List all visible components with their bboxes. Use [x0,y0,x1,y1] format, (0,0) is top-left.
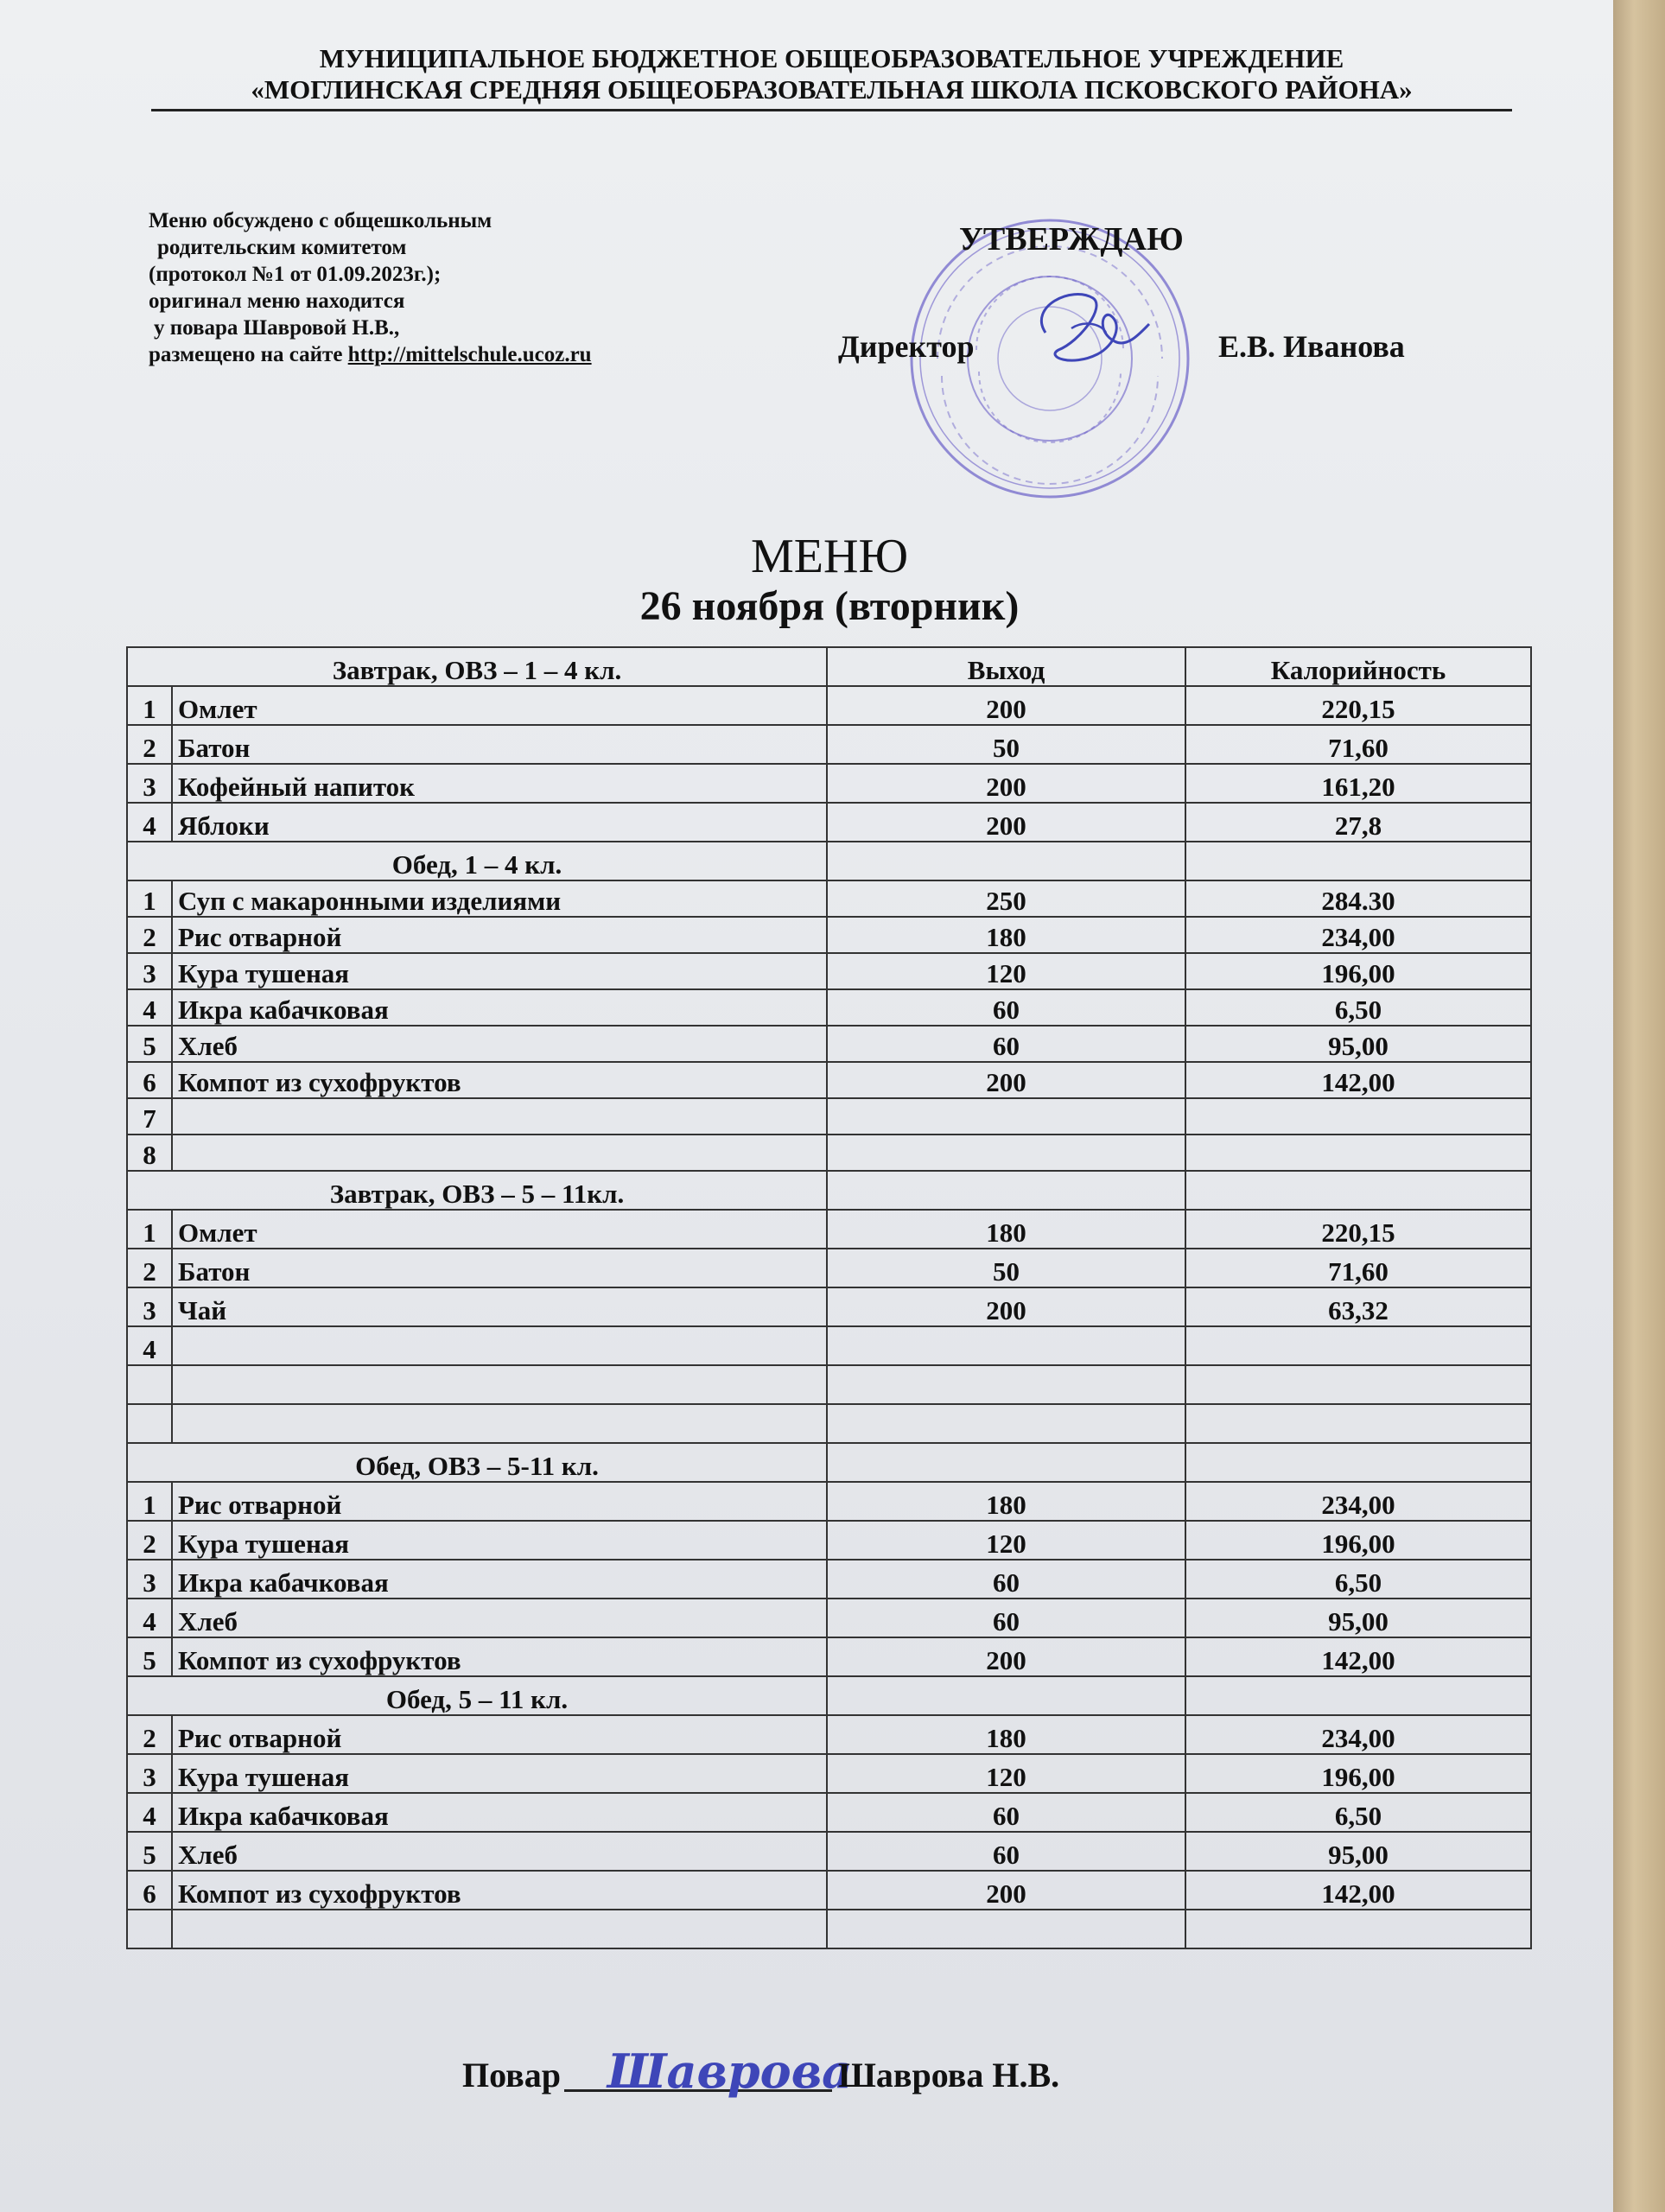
section-title: Завтрак, ОВЗ – 1 – 4 кл. [127,647,827,686]
dish-output: 200 [827,1062,1185,1098]
table-row [127,1249,1531,1287]
table-row [127,880,1531,917]
dish-output: 120 [827,1754,1185,1793]
header-output: Выход [827,647,1185,686]
item-number: 2 [127,1715,172,1754]
item-number: 4 [127,1599,172,1637]
dish-calories: 71,60 [1185,725,1531,764]
item-number: 4 [127,1793,172,1832]
menu-title: МЕНЮ [751,530,908,583]
dish-name: Икра кабачковая [172,1793,827,1832]
dish-calories: 196,00 [1185,953,1531,989]
table-surface [1613,0,1665,2212]
note-line-1: Меню обсуждено с общешкольным [149,209,493,232]
item-number: 4 [127,803,172,842]
empty-cell [827,1171,1185,1210]
header-calories: Калорийность [1185,647,1531,686]
table-row [127,1715,1531,1754]
dish-calories [1185,1365,1531,1404]
dish-calories: 220,15 [1185,1210,1531,1249]
item-number: 3 [127,1560,172,1599]
table-row [127,1287,1531,1326]
dish-name: Кура тушеная [172,1521,827,1560]
item-number: 6 [127,1871,172,1910]
dish-calories: 95,00 [1185,1832,1531,1871]
menu-table [126,646,1532,1949]
table-row [127,1326,1531,1365]
empty-cell [1185,1443,1531,1482]
menu-table-body [127,647,1531,1948]
dish-calories: 161,20 [1185,764,1531,803]
dish-name: Хлеб [172,1026,827,1062]
dish-output: 180 [827,917,1185,953]
dish-output: 200 [827,686,1185,725]
dish-calories: 220,15 [1185,686,1531,725]
dish-calories: 142,00 [1185,1062,1531,1098]
dish-output: 180 [827,1482,1185,1521]
table-row [127,917,1531,953]
dish-calories: 234,00 [1185,1715,1531,1754]
dish-output: 200 [827,764,1185,803]
dish-calories [1185,1910,1531,1948]
table-row [127,1210,1531,1249]
approval-note [149,207,736,368]
director-role: Директор [838,329,975,364]
institution-line-1: МУНИЦИПАЛЬНОЕ БЮДЖЕТНОЕ ОБЩЕОБРАЗОВАТЕЛЬНОЕ УЧРЕЖДЕНИЕ [319,43,1344,73]
dish-name: Суп с макаронными изделиями [172,880,827,917]
item-number: 2 [127,1521,172,1560]
note-line-5: у повара Шавровой Н.В., [154,316,400,340]
dish-output: 60 [827,1560,1185,1599]
item-number: 3 [127,953,172,989]
note-line-4: оригинал меню находится [149,289,405,313]
dish-output: 250 [827,880,1185,917]
dish-calories: 6,50 [1185,1793,1531,1832]
dish-name: Кура тушеная [172,1754,827,1793]
dish-name [172,1365,827,1404]
item-number: 2 [127,917,172,953]
dish-name: Батон [172,1249,827,1287]
note-site-prefix: размещено на сайте [149,343,348,366]
item-number: 1 [127,1482,172,1521]
dish-calories: 27,8 [1185,803,1531,842]
institution-line-2: «МОГЛИНСКАЯ СРЕДНЯЯ ОБЩЕОБРАЗОВАТЕЛЬНАЯ ШКОЛА ПСКОВСКОГО РАЙОНА» [251,74,1413,105]
dish-calories: 284.30 [1185,880,1531,917]
item-number: 7 [127,1098,172,1135]
dish-output: 200 [827,1871,1185,1910]
dish-output: 50 [827,725,1185,764]
item-number: 5 [127,1637,172,1676]
director-signature [1020,281,1158,376]
item-number: 4 [127,989,172,1026]
dish-output [827,1098,1185,1135]
item-number [127,1365,172,1404]
empty-cell [827,1443,1185,1482]
cook-signature [601,2037,853,2107]
section-title: Обед, ОВЗ – 5-11 кл. [127,1443,827,1482]
dish-name: Омлет [172,1210,827,1249]
section-row [127,1676,1531,1715]
section-row [127,1443,1531,1482]
dish-output: 60 [827,1832,1185,1871]
table-row [127,1560,1531,1599]
dish-name: Яблоки [172,803,827,842]
dish-name [172,1135,827,1171]
dish-name [172,1098,827,1135]
item-number: 1 [127,1210,172,1249]
dish-name: Чай [172,1287,827,1326]
table-row [127,1871,1531,1910]
item-number [127,1404,172,1443]
note-line-3: (протокол №1 от 01.09.2023г.); [149,263,442,286]
dish-output: 200 [827,1637,1185,1676]
item-number: 5 [127,1832,172,1871]
item-number [127,1910,172,1948]
table-row [127,1026,1531,1062]
director-row [838,328,1495,372]
dish-calories: 95,00 [1185,1599,1531,1637]
dish-output: 60 [827,1793,1185,1832]
dish-calories [1185,1098,1531,1135]
table-row [127,953,1531,989]
dish-output: 60 [827,989,1185,1026]
dish-calories: 6,50 [1185,1560,1531,1599]
empty-cell [1185,1171,1531,1210]
dish-name [172,1404,827,1443]
dish-name: Омлет [172,686,827,725]
dish-output [827,1910,1185,1948]
cook-signature-text: Шаврова [607,2044,853,2099]
menu-date: 26 ноября (вторник) [639,583,1020,629]
table-row [127,1754,1531,1793]
table-row [127,1521,1531,1560]
dish-name: Икра кабачковая [172,989,827,1026]
table-row [127,1062,1531,1098]
dish-calories: 142,00 [1185,1637,1531,1676]
empty-cell [1185,1676,1531,1715]
section-title: Обед, 1 – 4 кл. [127,842,827,880]
item-number: 3 [127,764,172,803]
dish-name: Рис отварной [172,1482,827,1521]
dish-name [172,1326,827,1365]
dish-name: Рис отварной [172,917,827,953]
institution-header [151,43,1512,111]
menu-title-block [130,531,1529,632]
dish-name: Рис отварной [172,1715,827,1754]
dish-output [827,1135,1185,1171]
section-title: Завтрак, ОВЗ – 5 – 11кл. [127,1171,827,1210]
dish-name: Икра кабачковая [172,1560,827,1599]
dish-calories: 234,00 [1185,1482,1531,1521]
dish-calories: 234,00 [1185,917,1531,953]
dish-calories: 142,00 [1185,1871,1531,1910]
note-line-6 [149,341,736,368]
dish-name [172,1910,827,1948]
dish-output [827,1365,1185,1404]
cook-signature-row [462,2044,1240,2100]
cook-name: Шаврова Н.В. [838,2056,1060,2094]
dish-calories: 196,00 [1185,1521,1531,1560]
table-row [127,803,1531,842]
dish-output: 120 [827,953,1185,989]
dish-name: Хлеб [172,1599,827,1637]
section-title: Обед, 5 – 11 кл. [127,1676,827,1715]
table-row [127,725,1531,764]
dish-calories [1185,1404,1531,1443]
empty-cell [827,1676,1185,1715]
table-row [127,989,1531,1026]
section-row [127,1171,1531,1210]
dish-output: 60 [827,1026,1185,1062]
dish-calories [1185,1135,1531,1171]
dish-calories: 6,50 [1185,989,1531,1026]
dish-name: Хлеб [172,1832,827,1871]
table-row [127,1135,1531,1171]
table-row [127,1482,1531,1521]
dish-output: 60 [827,1599,1185,1637]
empty-cell [1185,842,1531,880]
dish-output: 180 [827,1210,1185,1249]
item-number: 5 [127,1026,172,1062]
dish-output: 50 [827,1249,1185,1287]
item-number: 3 [127,1754,172,1793]
dish-name: Компот из сухофруктов [172,1062,827,1098]
site-link[interactable]: http://mittelschule.ucoz.ru [347,343,592,366]
table-row [127,1098,1531,1135]
table-row [127,1599,1531,1637]
dish-calories [1185,1326,1531,1365]
item-number: 8 [127,1135,172,1171]
item-number: 3 [127,1287,172,1326]
item-number: 2 [127,1249,172,1287]
cook-role: Повар [462,2056,561,2094]
approval-block [829,220,1521,531]
dish-output: 180 [827,1715,1185,1754]
table-row [127,1910,1531,1948]
approve-title: УТВЕРЖДАЮ [959,221,1184,257]
item-number: 2 [127,725,172,764]
dish-name: Компот из сухофруктов [172,1871,827,1910]
table-row [127,1832,1531,1871]
note-line-2: родительским комитетом [157,236,407,259]
dish-output: 200 [827,803,1185,842]
section-row [127,842,1531,880]
item-number: 1 [127,686,172,725]
table-row [127,1404,1531,1443]
dish-name: Кофейный напиток [172,764,827,803]
dish-name: Компот из сухофруктов [172,1637,827,1676]
table-row [127,1365,1531,1404]
director-name: Е.В. Иванова [1218,329,1405,364]
table-row [127,764,1531,803]
dish-output: 120 [827,1521,1185,1560]
table-row [127,686,1531,725]
dish-output [827,1326,1185,1365]
dish-output: 200 [827,1287,1185,1326]
dish-name: Кура тушеная [172,953,827,989]
section-row [127,647,1531,686]
empty-cell [827,842,1185,880]
dish-calories: 196,00 [1185,1754,1531,1793]
item-number: 6 [127,1062,172,1098]
dish-calories: 71,60 [1185,1249,1531,1287]
dish-name: Батон [172,725,827,764]
dish-calories: 95,00 [1185,1026,1531,1062]
table-row [127,1637,1531,1676]
dish-output [827,1404,1185,1443]
item-number: 1 [127,880,172,917]
item-number: 4 [127,1326,172,1365]
table-row [127,1793,1531,1832]
dish-calories: 63,32 [1185,1287,1531,1326]
